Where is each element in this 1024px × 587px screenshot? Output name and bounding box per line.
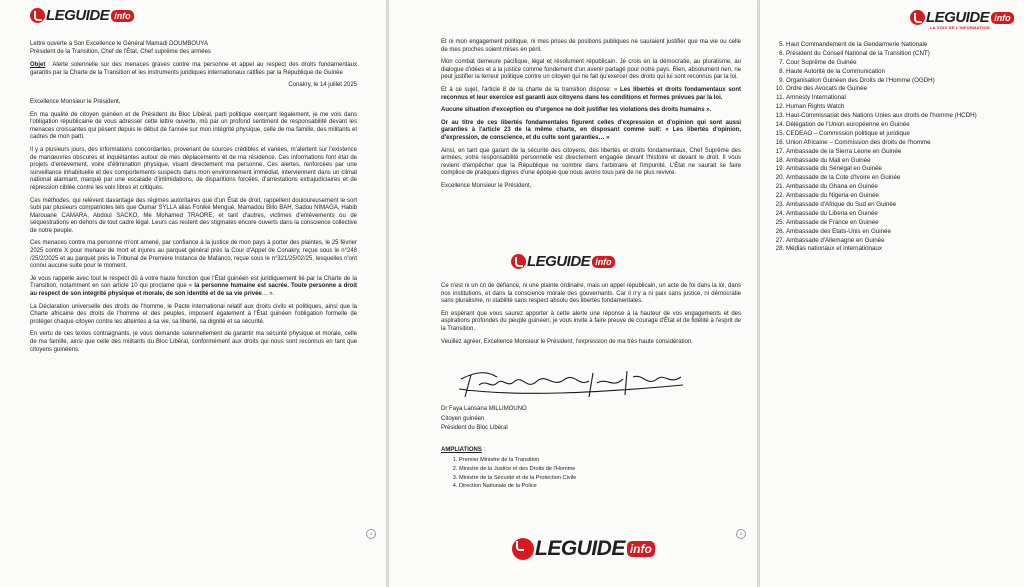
list-item: 13. Haut-Commissariat des Nations Unies aux droits de l'homme (HCDH) xyxy=(786,112,1018,120)
list-item: 9. Organisation Guinéen des Droits de l'Homme (OGDH) xyxy=(786,77,1018,85)
signatory-title-1: Citoyen guinéen xyxy=(441,415,485,422)
list-item: 21. Ambassade du Ghana en Guinée xyxy=(786,183,1018,191)
paragraph-9: Mon combat demeure pacifique, légal et résolument républicain. Je crois en la démocratie, au pluralisme, au dialogue d'idées et à la justice comme fondement d'un avenir partagé pour notre pays. Rien, absolument rien, ne peut justifier la terreur politique contre un citoyen qui ne fait qu'exercer des droits qui lui sont reconnus par la loi. xyxy=(441,59,741,81)
paragraph-4: Ces menaces contre ma personne m'ont amené, par confiance à la justice de mon pays à porter des plaintes, le 25 février 2025 contre X pour menace de mort et injures au parquet général près la Cour d'Appel de Conakry, reçue sous le n°248 /25/2/2025 et au parquet près le Tribunal de Première Instance de Mafanco, reçue sous le n°321/25/02/25, lesquelles n'ont connu aucune suite pour le moment. xyxy=(30,240,357,270)
paragraph-10 xyxy=(441,87,741,102)
list-item: 2. Ministre de la Justice et des Droits de l'Homme xyxy=(459,465,741,474)
recipient-line-2: Président de la Transition, Chef de l'État, Chef suprême des armées xyxy=(30,48,211,55)
letter-body-page-2-lower xyxy=(441,283,741,351)
paragraph-12: Or au titre de ces libertés fondamentales figurent celles d'expression et d'opinion qui sont aussi garanties à l'article 23 de la même charte, en disposant comme suit: « Les libertés d'opinion, d'expression, de conscience, et du culte sont garanties… » xyxy=(441,119,741,141)
leguide-logo-footer xyxy=(512,537,655,561)
subject-label: Objet xyxy=(30,62,46,69)
recipient-block xyxy=(30,41,357,56)
paragraph-1: En ma qualité de citoyen guinéen et de Président du Bloc Libéral, parti politique exerçant légalement, je me vois dans l'obligation républicaine de vous adresser cette lettre ouverte, mû par un profond sentiment de responsabilité devant les menaces croissantes qui pèsent depuis le début de l'année sur mon intégrité physique, celle de ma famille, des militants et cadres de mon parti. xyxy=(30,111,357,141)
logo-badge: info xyxy=(592,256,615,268)
list-item: 6. Président du Conseil National de la Transition (CNT) xyxy=(786,50,1018,58)
paragraph-13: Ainsi, en tant que garant de la sécurité des citoyens, des libertés et droits fondamentaux, Chef Suprême des armées, votre responsabilité personnelle est directement engagée devant l'histoire et devant le droit. Il vous revient d'empêcher que la République ne sombre dans l'arbitraire et l'impunité. L'État ne saurait se faire complice de pratiques dignes d'une époque que nous avons tous juré de ne plus revivre. xyxy=(441,147,741,177)
paragraph-7: En vertu de ces textes contraignants, je vous demande solennellement de garantir ma sécurité physique et morale, celle de ma famille, ainsi que celle des militants du Bloc Libéral, conformément aux droits qui nous sont reconnus en tant que citoyens guinéens. xyxy=(30,331,357,353)
list-item: 14. Délégation de l'Union européenne en Guinée xyxy=(786,121,1018,129)
p5-quote: la personne humaine est sacrée. Toute personne a droit au respect de son intégrité physique et morale, de son identité et de sa vie privée xyxy=(30,283,358,298)
letter-page-3 xyxy=(760,0,1024,587)
ampliations-heading xyxy=(441,447,741,455)
paragraph-11: Aucune situation d'exception ou d'urgence ne doit justifier les violations des droits humains ». xyxy=(441,107,712,114)
globe-icon xyxy=(910,10,925,25)
recipient-line-1: Lettre ouverte à Son Excellence le Général Mamadi DOUMBOUYA xyxy=(30,41,208,47)
paragraph-5 xyxy=(30,276,357,299)
list-item: 17. Ambassade de la Sierra Leone en Guinée xyxy=(786,148,1018,156)
globe-icon xyxy=(30,8,45,23)
logo-word: LEGUIDE xyxy=(926,9,990,26)
list-item: 5. Haut Commandement de la Gendarmerie Nationale xyxy=(786,41,1018,49)
list-item: 1. Premier Ministre de la Transition xyxy=(459,456,741,465)
page-number-1: 1 xyxy=(366,529,376,539)
logo-badge: info xyxy=(627,541,655,557)
list-item: 19. Ambassade du Sénégal en Guinée xyxy=(786,165,1018,173)
paragraph-3: Ces méthodes, qui relèvent davantage des régimes autoritaires que d'un État de droit, rappellent douloureusement le sort subi par plusieurs compatriotes tels que Oumar SYLLA alias Foniké Menguè, Mamadou Billo BAH, Sadou NIMAGA, Habib Marouane CAMARA, Abdoul SACKO, Me Mohamed TRAORE, et tant d'autres, victimes d'enlèvements ou de séquestrations en dehors de tout cadre légal. Leurs cas restent des stigmates encore ouverts dans la conscience collective de notre peuple. xyxy=(30,197,357,234)
signatory-name: Dr Faya Lansana MILLIMOUNO xyxy=(441,406,527,412)
ampliations-list-continued xyxy=(770,41,1018,253)
letter-body-page-1 xyxy=(30,41,357,359)
list-item: 16. Union Africaine – Commission des droits de l'homme xyxy=(786,139,1018,147)
logo-tagline: LA VOIX DE L'INFORMATION xyxy=(930,25,990,30)
list-item: 20. Ambassade de la Cote d'Ivoire en Guinée xyxy=(786,174,1018,182)
ampliations-continued xyxy=(770,41,1018,254)
list-item: 7. Cour Suprême de Guinée xyxy=(786,59,1018,67)
list-item: 22. Ambassade du Nigeria en Guinée xyxy=(786,192,1018,200)
globe-icon xyxy=(512,538,534,560)
ampliations-label: AMPLIATIONS xyxy=(441,446,482,453)
signature-block xyxy=(441,406,741,491)
globe-icon xyxy=(511,254,526,269)
page-number-2: 2 xyxy=(736,529,746,539)
p10-intro: Et à ce sujet, l'article 8 de la charte de la transition dispose: « xyxy=(441,86,621,93)
p5-intro: Je vous rappelle avec tout le respect dû à votre haute fonction que l'État guinéen est juridiquement lié par la Charte de la Transition, notamment en son article 10 qui proclame que « xyxy=(30,275,357,290)
letter-page-1 xyxy=(0,0,386,587)
paragraph-2: Il y a plusieurs jours, des informations concordantes, provenant de sources crédibles et variées, m'alertent sur l'existence de manœuvres obscures et inquiétantes autour de mes déplacements et de ma résidence. Ces informations font état de projets d'enlèvement, voire d'élimination physique, visant directement ma personne. Ces alertes, renforcées par une surveillance inhabituelle et des comportements suspects dans mon environnement immédiat, interviennent dans un climat national alarmant, marqué par une escalade d'intimidations, de disparitions forcées, d'arrestations extrajudiciaires et de répression ciblée contre les voix libres et critiques. xyxy=(30,146,357,191)
paragraph-15: En espérant que vous saurez apporter à cette alerte une réponse à la hauteur de vos engagements et des aspirations profondes du peuple guinéen, je vous invite à faire preuve de courage d'État et de fidélité à l'esprit de la Transition. xyxy=(441,310,741,332)
salutation: Excellence Monsieur le Président, xyxy=(30,98,121,105)
p5-end: … ». xyxy=(261,291,275,298)
logo-badge: info xyxy=(111,10,134,22)
list-item: 18. Ambassade du Mali en Guinée xyxy=(786,157,1018,165)
subject-paragraph xyxy=(30,62,357,77)
logo-badge: info xyxy=(991,12,1014,24)
list-item: 3. Ministre de la Sécurité et de la Protection Civile xyxy=(459,474,741,483)
list-item: 8. Haute Autorité de la Communication xyxy=(786,68,1018,76)
signatory-title-2: Président du Bloc Libéral xyxy=(441,425,508,432)
list-item: 28. Médias nationaux et internationaux xyxy=(786,245,1018,253)
list-item: 24. Ambassade du Liberia en Guinée xyxy=(786,210,1018,218)
paragraph-14: Ce n'est ni un cri de défiance, ni une plainte ordinaire, mais un appel républicain, un acte de foi dans la loi, dans nos institutions, et dans la conscience morale des gouvernants. Car il n'y a ni paix sans justice, ni démocratie sans pluralisme, ni stabilité sans respect absolu des libertés fondamentales. xyxy=(441,283,741,305)
ampliations-list xyxy=(441,456,741,490)
leguide-logo xyxy=(30,7,134,24)
list-item: 26. Ambassade des Etats-Unis en Guinée xyxy=(786,228,1018,236)
list-item: 4. Direction Nationale de la Police xyxy=(459,482,741,491)
salutation-2: Excellence Monsieur le Président, xyxy=(441,182,532,189)
handwritten-signature xyxy=(457,367,687,403)
ampliations-colon: : xyxy=(481,446,486,453)
letter-body-page-2 xyxy=(441,39,741,196)
paragraph-6: La Déclaration universelle des droits de l'homme, le Pacte international relatif aux droits civils et politiques, ainsi que la Charte africaine des droits de l'homme et des peuples, imposent également à l'État guinéen l'obligation formelle de protéger chaque citoyen contre les atteintes à sa vie, sa liberté, sa dignité et sa sécurité. xyxy=(30,303,357,325)
p10-quote: Les libertés et droits fondamentaux sont reconnus et leur exercice est garanti aux citoyens dans les conditions et formes prévues par la loi. xyxy=(441,86,741,101)
place-date: Conakry, le 14 juillet 2025 xyxy=(288,82,357,89)
subject-text: : Alerte solennelle sur des menaces graves contre ma personne et appel au respect des droits fondamentaux garantis par la Charte de la Transition et les instruments juridiques internationaux ratifiés par la République de Guinée xyxy=(30,62,357,76)
list-item: 27. Ambassade d'Allemagne en Guinée xyxy=(786,237,1018,245)
list-item: 10. Ordre des Avocats de Guinée xyxy=(786,85,1018,93)
list-item: 11. Amnesty International xyxy=(786,94,1018,102)
logo-word: LEGUIDE xyxy=(535,537,625,560)
list-item: 15. CEDEAO – Commission politique et juridique xyxy=(786,130,1018,138)
list-item: 12. Human Rights Watch xyxy=(786,103,1018,111)
paragraph-8: Et ni mon engagement politique, ni mes prises de positions publiques ne sauraient justifier que ma vie ou celle de mes proches soient mises en péril. xyxy=(441,39,741,53)
list-item: 25. Ambassade de France en Guinée xyxy=(786,219,1018,227)
paragraph-16: Veuillez agréer, Excellence Monsieur le Président, l'expression de ma très haute considération. xyxy=(441,338,693,345)
logo-word: LEGUIDE xyxy=(46,7,110,24)
leguide-logo-watermark xyxy=(511,253,615,270)
leguide-logo xyxy=(910,9,1014,30)
letter-page-2 xyxy=(389,0,757,587)
logo-word: LEGUIDE xyxy=(527,253,591,270)
list-item: 23. Ambassade d'Afrique du Sud en Guinée xyxy=(786,201,1018,209)
